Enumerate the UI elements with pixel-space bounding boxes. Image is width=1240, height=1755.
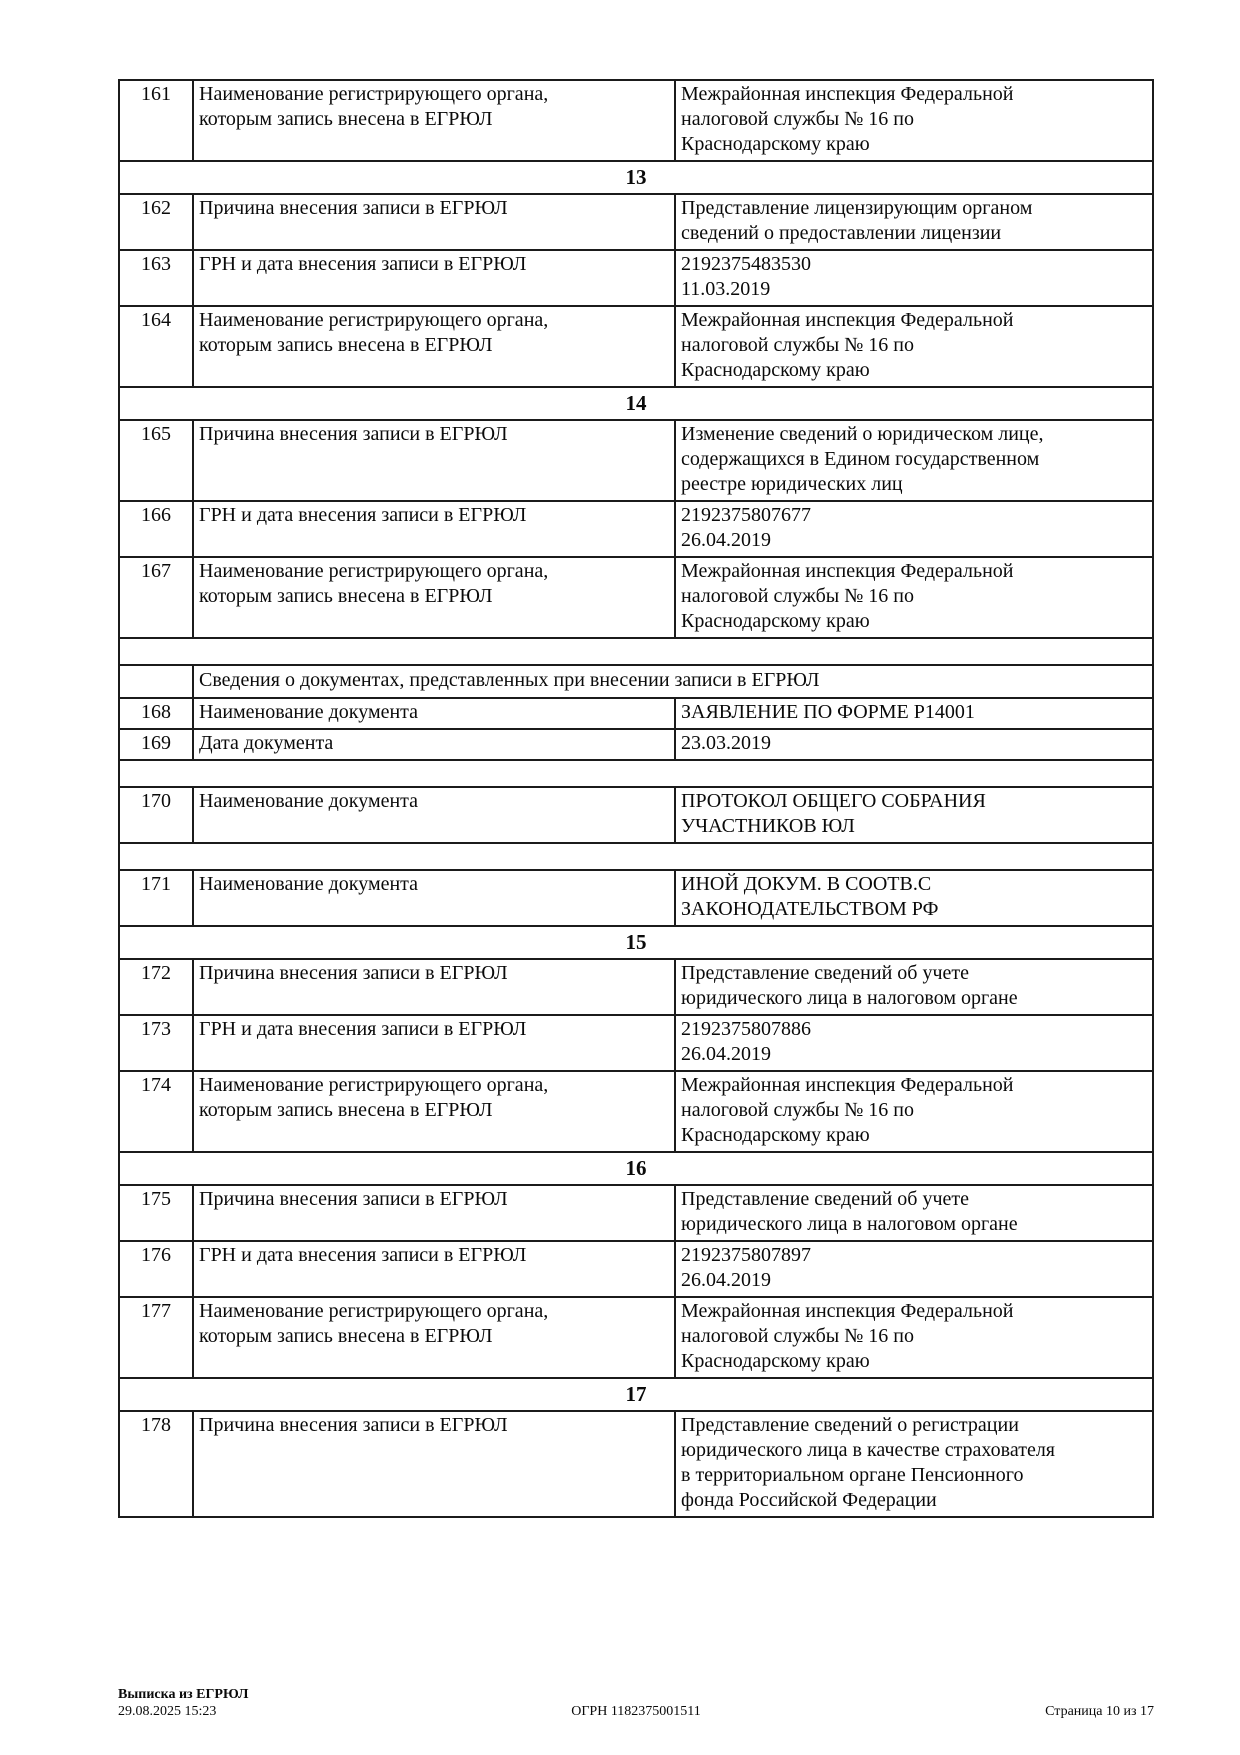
row-label: Причина внесения записи в ЕГРЮЛ: [192, 195, 674, 249]
row-number: 176: [141, 1244, 171, 1266]
row-number: 169: [141, 732, 171, 754]
row-number: 170: [141, 790, 171, 812]
row-value: Представление сведений о регистрации юридического лица в качестве страхователя в территориальном органе Пенсионного фонда Российской Федерации: [674, 1412, 1152, 1516]
row-value: Представление лицензирующим органом сведений о предоставлении лицензии: [674, 195, 1152, 249]
row-label: Причина внесения записи в ЕГРЮЛ: [192, 1186, 674, 1240]
table-row: [120, 958, 1152, 1014]
egrul-table: [118, 79, 1154, 1518]
table-row: [120, 305, 1152, 386]
table-row: [120, 193, 1152, 249]
row-number: 163: [141, 253, 171, 275]
table-row: [120, 1240, 1152, 1296]
spacer-row: [120, 637, 1152, 664]
section-number: 15: [625, 930, 647, 954]
footer-doc-type: Выписка из ЕГРЮЛ: [118, 1687, 249, 1702]
table-row: [120, 419, 1152, 500]
row-label: Наименование регистрирующего органа, которым запись внесена в ЕГРЮЛ: [192, 307, 674, 386]
row-label: ГРН и дата внесения записи в ЕГРЮЛ: [192, 1016, 674, 1070]
table-row: [120, 786, 1152, 842]
table-row: [120, 728, 1152, 759]
row-label: ГРН и дата внесения записи в ЕГРЮЛ: [192, 502, 674, 556]
row-label: Наименование регистрирующего органа, которым запись внесена в ЕГРЮЛ: [192, 1072, 674, 1151]
section-number: 13: [625, 165, 647, 189]
spacer-row: [120, 842, 1152, 869]
row-label: Наименование документа: [192, 699, 674, 728]
row-number: 166: [141, 504, 171, 526]
row-value: ЗАЯВЛЕНИЕ ПО ФОРМЕ Р14001: [674, 699, 1152, 728]
row-number: 178: [141, 1414, 171, 1436]
table-row: [120, 1070, 1152, 1151]
documents-subheader-row: [120, 664, 1152, 697]
footer-page-info: Страница 10 из 17: [1045, 1704, 1154, 1719]
row-label: Наименование документа: [192, 871, 674, 925]
row-number: 171: [141, 873, 171, 895]
row-number: 161: [141, 83, 171, 105]
row-value: 2192375483530 11.03.2019: [674, 251, 1152, 305]
row-number: 168: [141, 701, 171, 723]
row-value: Представление сведений об учете юридического лица в налоговом органе: [674, 960, 1152, 1014]
row-label: Причина внесения записи в ЕГРЮЛ: [192, 1412, 674, 1516]
section-number: 14: [625, 391, 647, 415]
table-row: [120, 1296, 1152, 1377]
row-label: Наименование регистрирующего органа, которым запись внесена в ЕГРЮЛ: [192, 1298, 674, 1377]
section-row: [120, 386, 1152, 419]
row-number: 177: [141, 1300, 171, 1322]
row-value: Представление сведений об учете юридического лица в налоговом органе: [674, 1186, 1152, 1240]
footer: [118, 1684, 1154, 1720]
row-label: ГРН и дата внесения записи в ЕГРЮЛ: [192, 1242, 674, 1296]
footer-ogrn: ОГРН 1182375001511: [571, 1704, 701, 1719]
row-label: Наименование регистрирующего органа, которым запись внесена в ЕГРЮЛ: [192, 81, 674, 160]
table-row: [120, 697, 1152, 728]
section-number: 16: [625, 1156, 647, 1180]
section-number: 17: [625, 1382, 647, 1406]
row-number: 175: [141, 1188, 171, 1210]
table-row: [120, 1014, 1152, 1070]
row-number: 162: [141, 197, 171, 219]
table-row: [120, 500, 1152, 556]
row-value: Межрайонная инспекция Федеральной налоговой службы № 16 по Краснодарскому краю: [674, 1072, 1152, 1151]
row-label: Причина внесения записи в ЕГРЮЛ: [192, 960, 674, 1014]
row-number: 173: [141, 1018, 171, 1040]
table-row: [120, 869, 1152, 925]
footer-datetime: 29.08.2025 15:23: [118, 1704, 217, 1719]
table-row: [120, 556, 1152, 637]
section-row: [120, 1151, 1152, 1184]
row-label: Дата документа: [192, 730, 674, 759]
row-value: Межрайонная инспекция Федеральной налоговой службы № 16 по Краснодарскому краю: [674, 81, 1152, 160]
row-value: ИНОЙ ДОКУМ. В СООТВ.С ЗАКОНОДАТЕЛЬСТВОМ РФ: [674, 871, 1152, 925]
section-row: [120, 160, 1152, 193]
row-label: Наименование регистрирующего органа, которым запись внесена в ЕГРЮЛ: [192, 558, 674, 637]
table-row: [120, 81, 1152, 160]
row-number: 174: [141, 1074, 171, 1096]
row-value: Межрайонная инспекция Федеральной налоговой службы № 16 по Краснодарскому краю: [674, 1298, 1152, 1377]
section-row: [120, 1377, 1152, 1410]
table-row: [120, 1410, 1152, 1516]
section-row: [120, 925, 1152, 958]
row-value: Межрайонная инспекция Федеральной налоговой службы № 16 по Краснодарскому краю: [674, 558, 1152, 637]
row-number: 165: [141, 423, 171, 445]
row-number: 167: [141, 560, 171, 582]
row-number: 164: [141, 309, 171, 331]
row-label: ГРН и дата внесения записи в ЕГРЮЛ: [192, 251, 674, 305]
table-row: [120, 1184, 1152, 1240]
table-row: [120, 249, 1152, 305]
row-value: 2192375807677 26.04.2019: [674, 502, 1152, 556]
documents-subheader-label: Сведения о документах, представленных при внесении записи в ЕГРЮЛ: [192, 666, 1152, 697]
row-value: Изменение сведений о юридическом лице, содержащихся в Едином государственном реестре юридических лиц: [674, 421, 1152, 500]
subheader-number-cell: [120, 666, 192, 697]
row-label: Причина внесения записи в ЕГРЮЛ: [192, 421, 674, 500]
row-value: ПРОТОКОЛ ОБЩЕГО СОБРАНИЯ УЧАСТНИКОВ ЮЛ: [674, 788, 1152, 842]
row-label: Наименование документа: [192, 788, 674, 842]
row-value: 23.03.2019: [674, 730, 1152, 759]
row-value: 2192375807886 26.04.2019: [674, 1016, 1152, 1070]
row-value: 2192375807897 26.04.2019: [674, 1242, 1152, 1296]
spacer-row: [120, 759, 1152, 786]
row-value: Межрайонная инспекция Федеральной налоговой службы № 16 по Краснодарскому краю: [674, 307, 1152, 386]
row-number: 172: [141, 962, 171, 984]
